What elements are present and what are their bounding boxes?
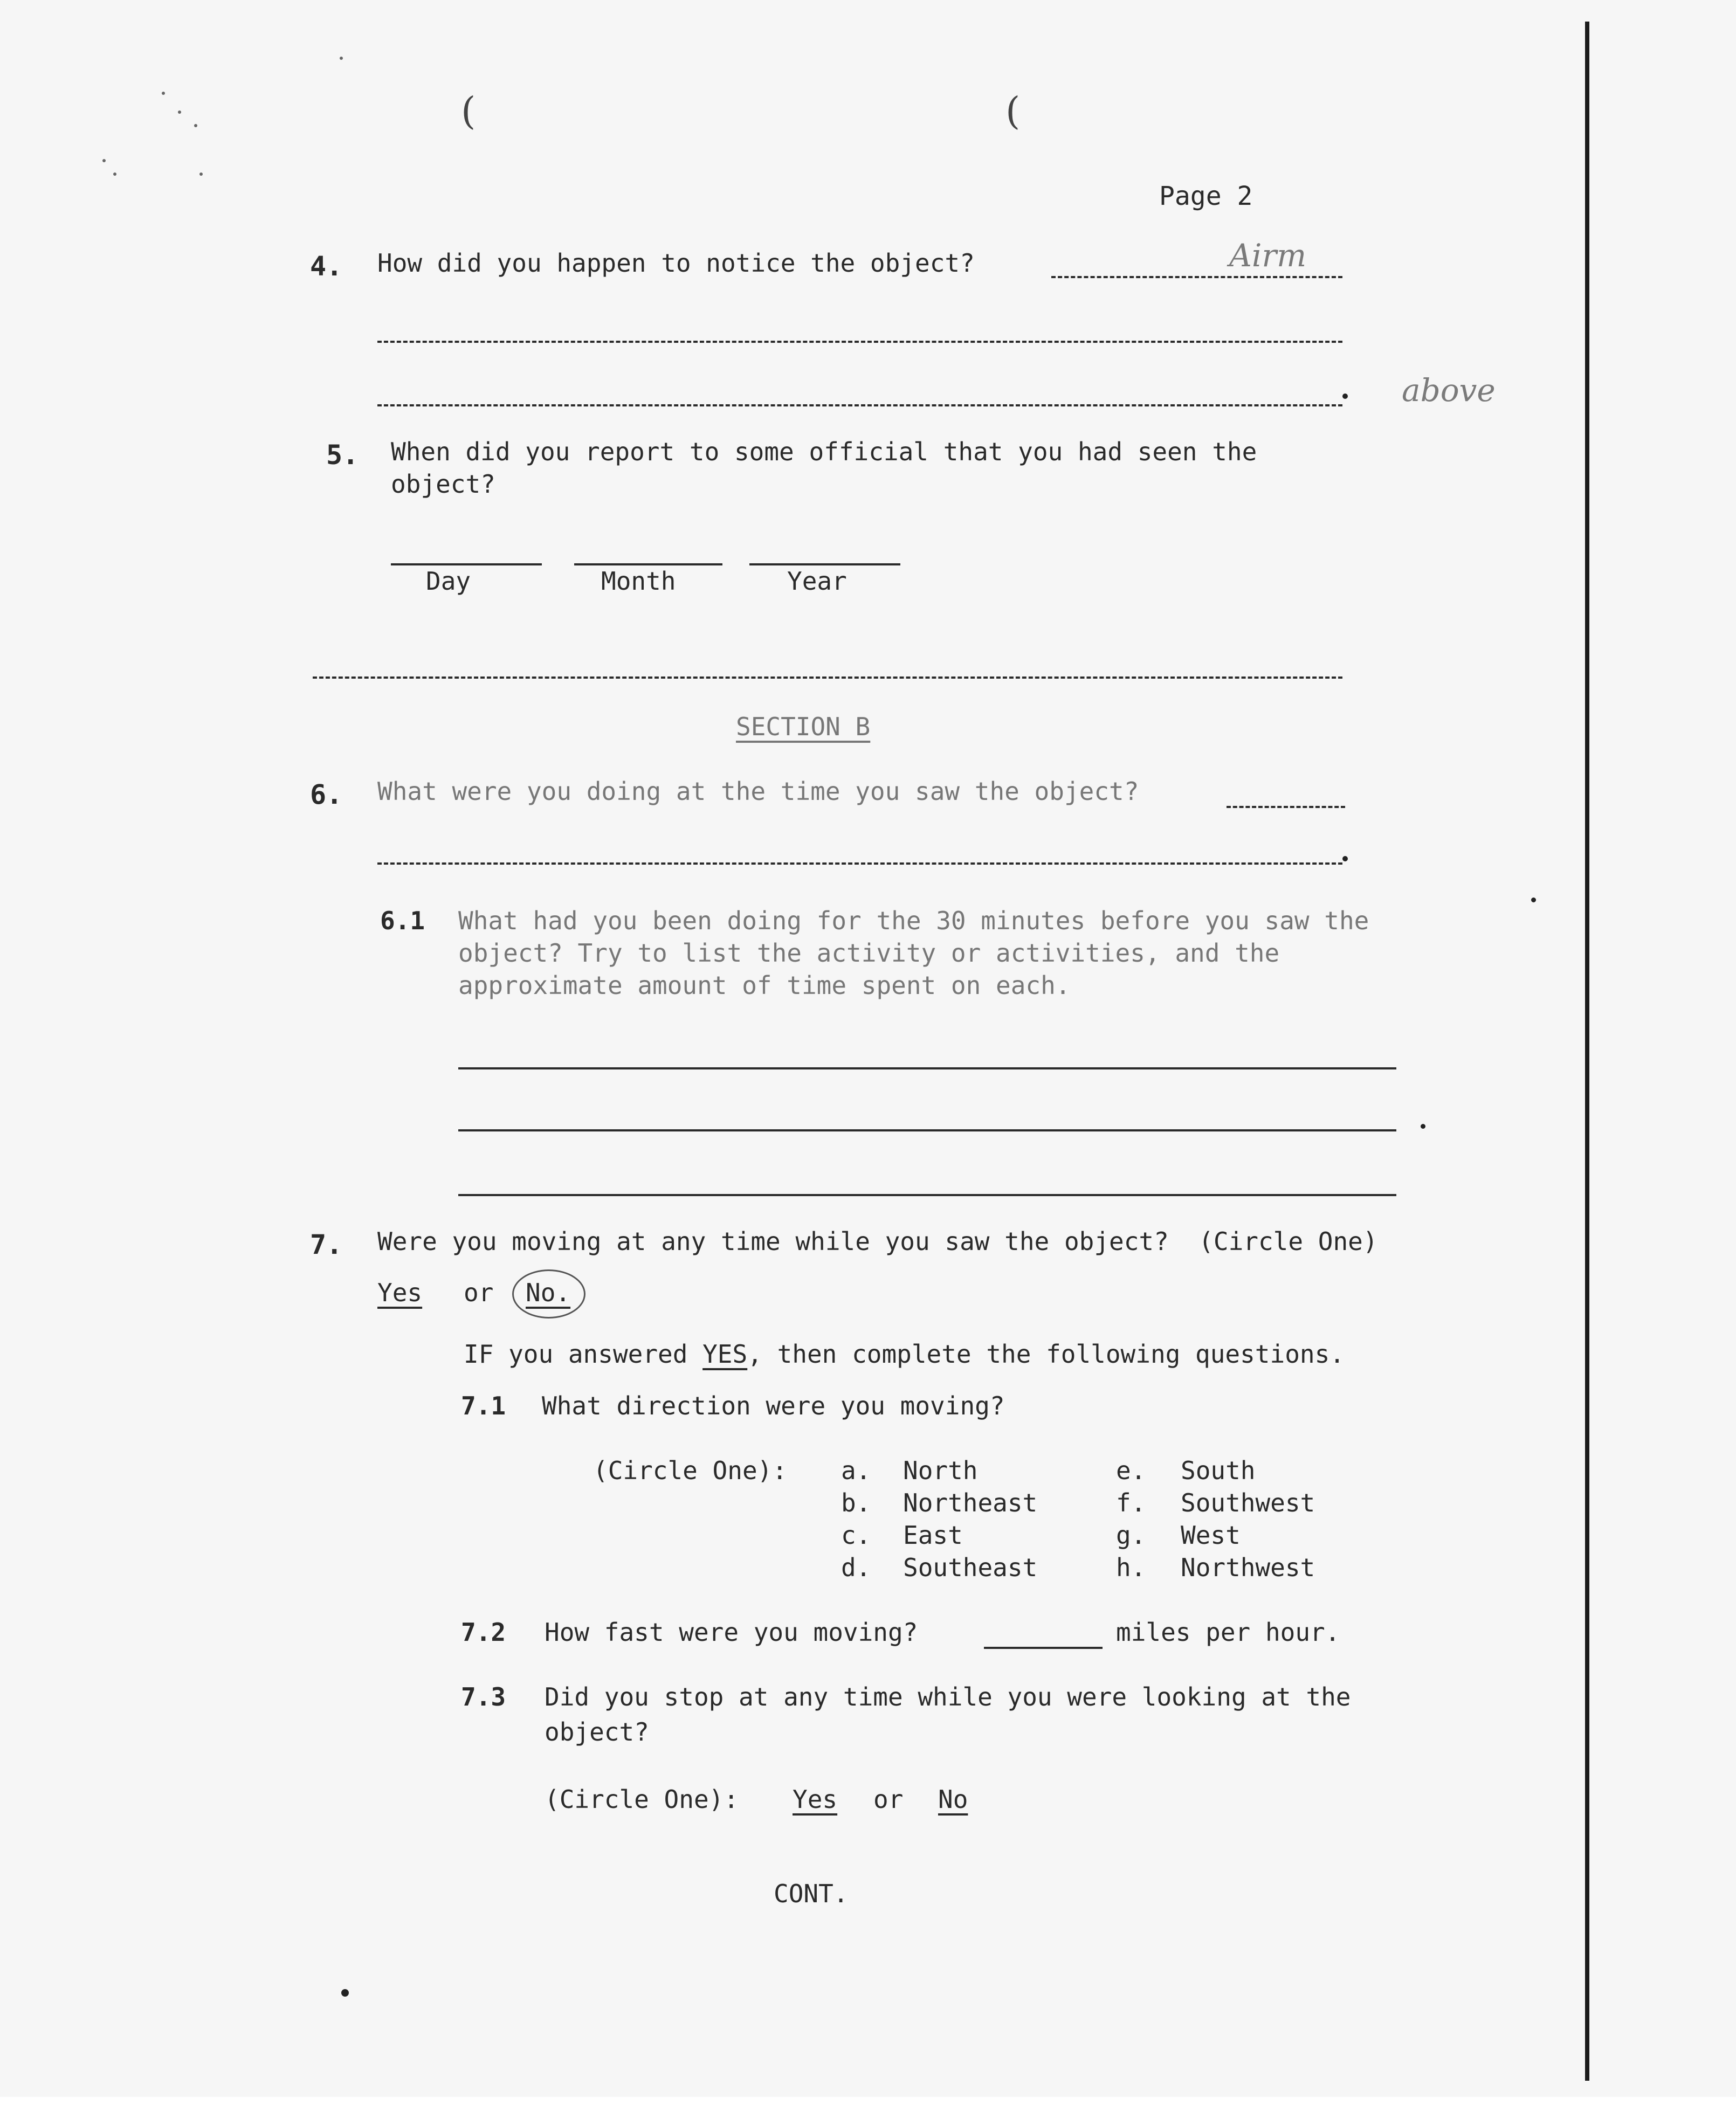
q7-1-option-west[interactable]: West: [1181, 1521, 1241, 1550]
q7-1-letter-h: h.: [1116, 1553, 1146, 1582]
q7-2-question: How fast were you moving?: [545, 1618, 918, 1647]
q7-1-letter-d: d.: [841, 1553, 871, 1582]
page-edge-shadow: [1585, 22, 1589, 2081]
speck: [102, 159, 106, 162]
q6-period: [1342, 856, 1348, 861]
q7-instruction-post: , then complete the following questions.: [747, 1340, 1345, 1369]
q4-question: How did you happen to notice the object?: [377, 249, 975, 278]
q7-3-line2: object?: [545, 1717, 649, 1747]
q7-1-circle-label: (Circle One):: [593, 1456, 788, 1485]
q6-1-line2: object? Try to list the activity or activities, and the: [458, 938, 1280, 968]
binding-mark-left: (: [461, 89, 476, 133]
q7-1-letter-e: e.: [1116, 1456, 1146, 1485]
q7-3-circle-label: (Circle One):: [545, 1785, 739, 1814]
q6-number: 6.: [310, 779, 343, 810]
speck: [178, 111, 181, 114]
q5-number: 5.: [326, 439, 359, 471]
q5-question-line2: object?: [391, 470, 495, 499]
speck: [113, 172, 116, 176]
q7-1-option-south[interactable]: South: [1181, 1456, 1256, 1485]
speck: [340, 57, 343, 60]
q7-1-question: What direction were you moving?: [542, 1391, 1005, 1420]
q4-handwriting-3: above: [1402, 372, 1496, 409]
q6-answer-line-1: [1227, 806, 1345, 808]
q7-2-speed-field[interactable]: [984, 1647, 1103, 1649]
binding-mark-right: (: [1005, 89, 1021, 133]
q4-answer-line-2: [377, 341, 1342, 343]
q7-option-yes[interactable]: Yes: [377, 1278, 423, 1307]
q5-day-label: Day: [426, 567, 471, 596]
speck-dot: [1531, 898, 1536, 902]
q6-1-answer-line-1: [458, 1067, 1396, 1069]
q4-period: [1342, 394, 1348, 399]
q5-year-label: Year: [787, 567, 847, 596]
q7-1-number: 7.1: [461, 1391, 506, 1420]
q7-3-line1: Did you stop at any time while you were looking at the: [545, 1682, 1351, 1711]
q6-answer-line-2: [377, 862, 1342, 865]
q5-question-line1: When did you report to some official that you had seen the: [391, 437, 1257, 466]
q7-1-option-east[interactable]: East: [903, 1521, 963, 1550]
q5-day-line: [391, 563, 542, 565]
q7-1-letter-f: f.: [1116, 1488, 1146, 1517]
q7-or: or: [464, 1278, 494, 1307]
speck-dot: [341, 1989, 349, 1997]
q4-answer-line-3: [377, 404, 1342, 406]
q7-1-letter-c: c.: [841, 1521, 871, 1550]
q5-month-line: [574, 563, 722, 565]
q7-1-letter-g: g.: [1116, 1521, 1146, 1550]
q6-1-answer-line-3: [458, 1194, 1396, 1196]
q7-option-no[interactable]: No.: [526, 1278, 571, 1307]
q7-1-letter-a: a.: [841, 1456, 871, 1485]
speck-dot: [1421, 1124, 1425, 1129]
q6-1-line1: What had you been doing for the 30 minutes before you saw the: [458, 906, 1369, 935]
section-title: SECTION B: [736, 712, 871, 741]
q6-question: What were you doing at the time you saw the object?: [377, 777, 1139, 806]
speck: [162, 92, 165, 95]
q7-1-letter-b: b.: [841, 1488, 871, 1517]
q7-3-or: or: [873, 1785, 904, 1814]
speck: [199, 172, 203, 176]
continued-label: CONT.: [774, 1879, 849, 1908]
q7-question: Were you moving at any time while you saw the object? (Circle One): [377, 1227, 1378, 1256]
q7-1-option-northwest[interactable]: Northwest: [1181, 1553, 1315, 1582]
q7-3-option-no[interactable]: No: [938, 1785, 968, 1814]
page-number: Page 2: [1159, 181, 1253, 211]
q5-year-line: [749, 563, 900, 565]
q6-1-number: 6.1: [380, 906, 425, 935]
q7-3-option-yes[interactable]: Yes: [793, 1785, 838, 1814]
q7-1-option-north[interactable]: North: [903, 1456, 978, 1485]
section-separator: [313, 677, 1342, 679]
q7-2-suffix: miles per hour.: [1116, 1618, 1340, 1647]
q4-answer-line-1: [1051, 276, 1342, 278]
q7-instruction-yes: YES: [702, 1340, 748, 1369]
q6-1-answer-line-2: [458, 1129, 1396, 1131]
q7-instruction: [464, 1340, 1345, 1369]
q7-3-number: 7.3: [461, 1682, 506, 1711]
q5-month-label: Month: [601, 567, 676, 596]
q6-1-line3: approximate amount of time spent on each.: [458, 971, 1071, 1000]
speck: [194, 124, 197, 127]
q7-1-option-northeast[interactable]: Northeast: [903, 1488, 1038, 1517]
q7-1-option-southwest[interactable]: Southwest: [1181, 1488, 1315, 1517]
q7-1-option-southeast[interactable]: Southeast: [903, 1553, 1038, 1582]
q7-instruction-pre: IF you answered: [464, 1340, 703, 1369]
q4-handwriting-1: Airm: [1229, 237, 1307, 274]
q7-2-number: 7.2: [461, 1618, 506, 1647]
q7-number: 7.: [310, 1229, 343, 1260]
q4-number: 4.: [310, 251, 343, 282]
page-bottom-edge: [0, 2097, 1736, 2126]
